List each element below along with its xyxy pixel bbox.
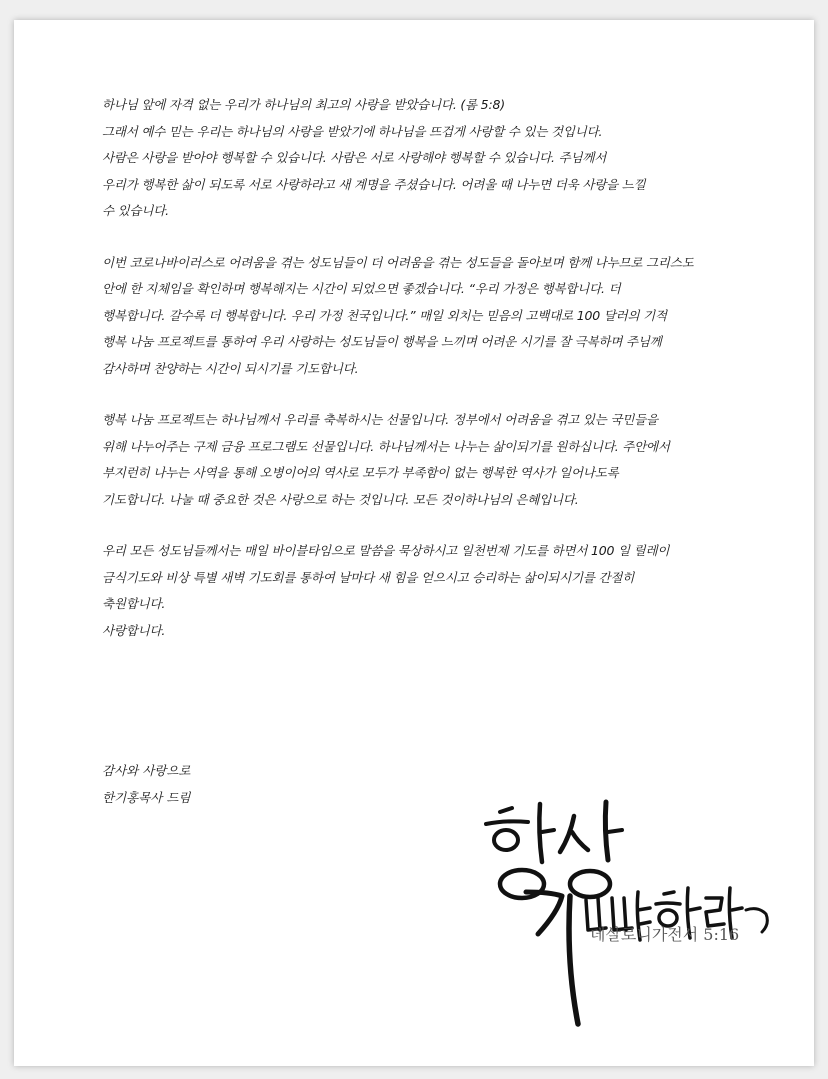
paragraph-3	[102, 407, 742, 513]
letter-line: 기도합니다. 나눌 때 중요한 것은 사랑으로 하는 것입니다. 모든 것이하나님의 은혜입니다.	[102, 491, 579, 507]
letter-line: 이번 코로나바이러스로 어려움을 겪는 성도님들이 더 어려움을 겪는 성도들을 돌아보며 함께 나누므로 그리스도	[102, 254, 694, 270]
letter-body	[102, 92, 742, 669]
paragraph-4	[102, 538, 742, 644]
signature-line: 한기홍목사 드림	[102, 789, 191, 805]
letter-line: 행복합니다. 갈수록 더 행복합니다. 우리 가정 천국입니다.” 매일 외치는 믿음의 고백대로 100 달러의 기적	[102, 307, 667, 323]
letter-line: 금식기도와 비상 특별 새벽 기도회를 통하여 날마다 새 힘을 얻으시고 승리하는 삶이되시기를 간절히	[102, 569, 635, 585]
letter-line: 우리 모든 성도님들께서는 매일 바이블타임으로 말씀을 묵상하시고 일천번제 기도를 하면서 100 일 릴레이	[102, 543, 670, 558]
letter-line: 부지런히 나누는 사역을 통해 오병이어의 역사로 모두가 부족함이 없는 행복한 역사가 일어나도록	[102, 465, 619, 480]
letter-line: 행복 나눔 프로젝트를 통하여 우리 사랑하는 성도님들이 행복을 느끼며 어려운 시기를 잘 극복하며 주님께	[102, 334, 662, 349]
letter-line: 수 있습니다.	[102, 203, 169, 218]
paragraph-1	[102, 92, 742, 225]
letter-line: 행복 나눔 프로젝트는 하나님께서 우리를 축복하시는 선물입니다. 정부에서 어려움을 겪고 있는 국민들을	[102, 412, 658, 427]
verse-reference: 데살로니가전서 5:16	[590, 925, 740, 944]
letter-line: 축원합니다.	[102, 596, 166, 611]
letter-line: 하나님 앞에 자격 없는 우리가 하나님의 최고의 사랑을 받았습니다. (롬 5:8)	[102, 97, 505, 112]
letter-closing	[102, 758, 191, 811]
letter-line: 사랑합니다.	[102, 622, 166, 638]
letter-line: 안에 한 지체임을 확인하며 행복해지는 시간이 되었으면 좋겠습니다. “우리 가정은 행복합니다. 더	[102, 281, 621, 296]
letter-line: 위해 나누어주는 구제 금융 프로그램도 선물입니다. 하나님께서는 나누는 삶이되기를 원하십니다. 주안에서	[102, 438, 670, 454]
letter-line: 그래서 예수 믿는 우리는 하나님의 사랑을 받았기에 하나님을 뜨겁게 사랑할 수 있는 것입니다.	[102, 123, 603, 139]
letter-line: 우리가 행복한 삶이 되도록 서로 사랑하라고 새 계명을 주셨습니다. 어려울 때 나누면 더욱 사랑을 느낄	[102, 176, 646, 192]
paragraph-2	[102, 250, 742, 383]
letter-page	[14, 20, 814, 1066]
calligraphy-artwork	[466, 792, 786, 1042]
letter-line: 감사하며 찬양하는 시간이 되시기를 기도합니다.	[102, 360, 359, 376]
closing-line: 감사와 사랑으로	[102, 763, 191, 778]
letter-line: 사람은 사랑을 받아야 행복할 수 있습니다. 사람은 서로 사랑해야 행복할 수 있습니다. 주님께서	[102, 150, 607, 165]
